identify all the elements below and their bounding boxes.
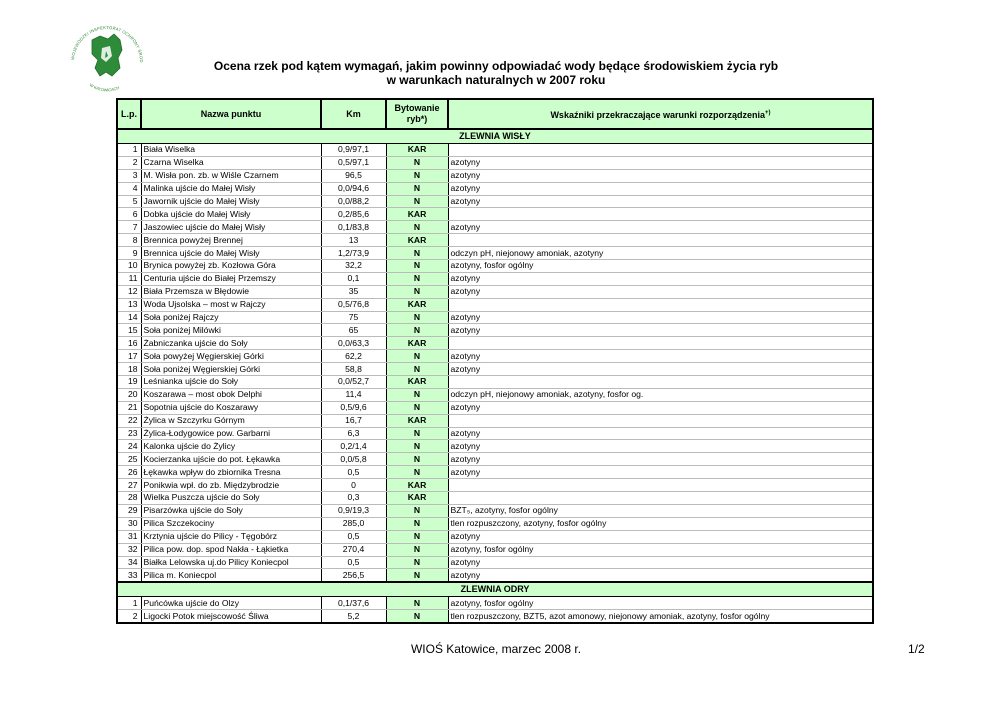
zone-header-row bbox=[117, 129, 873, 144]
table-row bbox=[117, 272, 873, 285]
table-row bbox=[117, 401, 873, 414]
cell-name: Białka Lelowska uj.do Pilicy Koniecpol bbox=[141, 556, 321, 569]
cell-name: Żabniczanka ujście do Soły bbox=[141, 337, 321, 350]
cell-km: 0,1/83,8 bbox=[321, 221, 386, 234]
cell-wskazniki: azotyny bbox=[448, 195, 873, 208]
table-row bbox=[117, 440, 873, 453]
cell-name: Woda Ujsolska – most w Rajczy bbox=[141, 298, 321, 311]
cell-wskazniki bbox=[448, 376, 873, 389]
table-row bbox=[117, 182, 873, 195]
cell-bytowanie: N bbox=[386, 388, 448, 401]
cell-lp: 31 bbox=[117, 530, 141, 543]
table-row bbox=[117, 247, 873, 260]
cell-wskazniki: azotyny bbox=[448, 530, 873, 543]
page-number: 1/2 bbox=[908, 642, 925, 656]
cell-bytowanie: N bbox=[386, 350, 448, 363]
table-row bbox=[117, 324, 873, 337]
cell-km: 0,0/94,6 bbox=[321, 182, 386, 195]
cell-wskazniki: azotyny bbox=[448, 285, 873, 298]
cell-km: 0,2/1,4 bbox=[321, 440, 386, 453]
cell-wskazniki: tlen rozpuszczony, azotyny, fosfor ogólny bbox=[448, 517, 873, 530]
cell-km: 11,4 bbox=[321, 388, 386, 401]
cell-name: Centuria ujście do Białej Przemszy bbox=[141, 272, 321, 285]
report-title-line-1: Ocena rzek pod kątem wymagań, jakim powinny odpowiadać wody będące środowiskiem życia ryb bbox=[213, 59, 779, 73]
cell-bytowanie: N bbox=[386, 597, 448, 610]
cell-lp: 10 bbox=[117, 260, 141, 273]
header-bytowanie-line1: Bytowanie bbox=[394, 103, 440, 113]
cell-lp: 29 bbox=[117, 504, 141, 517]
cell-bytowanie: N bbox=[386, 440, 448, 453]
table-row bbox=[117, 453, 873, 466]
cell-bytowanie: N bbox=[386, 324, 448, 337]
cell-bytowanie: N bbox=[386, 169, 448, 182]
table-header-row bbox=[117, 99, 873, 129]
cell-bytowanie: KAR bbox=[386, 298, 448, 311]
cell-name: Pilica Szczekociny bbox=[141, 517, 321, 530]
cell-km: 0,9/19,3 bbox=[321, 504, 386, 517]
cell-bytowanie: KAR bbox=[386, 479, 448, 492]
cell-bytowanie: N bbox=[386, 221, 448, 234]
cell-name: Jawornik ujście do Małej Wisły bbox=[141, 195, 321, 208]
header-wskazniki-sup: +) bbox=[765, 109, 771, 116]
cell-wskazniki: azotyny bbox=[448, 363, 873, 376]
cell-lp: 1 bbox=[117, 144, 141, 157]
cell-wskazniki: azotyny bbox=[448, 311, 873, 324]
cell-wskazniki: azotyny, fosfor ogólny bbox=[448, 260, 873, 273]
cell-lp: 17 bbox=[117, 350, 141, 363]
cell-bytowanie: N bbox=[386, 363, 448, 376]
cell-km: 1,2/73,9 bbox=[321, 247, 386, 260]
cell-lp: 34 bbox=[117, 556, 141, 569]
cell-wskazniki: azotyny bbox=[448, 401, 873, 414]
cell-km: 0,5 bbox=[321, 530, 386, 543]
cell-wskazniki: azotyny bbox=[448, 466, 873, 479]
cell-wskazniki: azotyny bbox=[448, 156, 873, 169]
cell-km: 256,5 bbox=[321, 569, 386, 582]
cell-wskazniki bbox=[448, 414, 873, 427]
table-row bbox=[117, 350, 873, 363]
table-row bbox=[117, 221, 873, 234]
cell-km: 96,5 bbox=[321, 169, 386, 182]
cell-name: Czarna Wiselka bbox=[141, 156, 321, 169]
cell-km: 0 bbox=[321, 479, 386, 492]
cell-lp: 3 bbox=[117, 169, 141, 182]
cell-km: 35 bbox=[321, 285, 386, 298]
cell-km: 0,5/97,1 bbox=[321, 156, 386, 169]
cell-lp: 30 bbox=[117, 517, 141, 530]
cell-name: Soła poniżej Milówki bbox=[141, 324, 321, 337]
cell-lp: 12 bbox=[117, 285, 141, 298]
cell-km: 270,4 bbox=[321, 543, 386, 556]
cell-name: Wielka Puszcza ujście do Soły bbox=[141, 492, 321, 505]
table-row bbox=[117, 504, 873, 517]
report-title-line-2: w warunkach naturalnych w 2007 roku bbox=[386, 73, 606, 87]
table-row bbox=[117, 610, 873, 623]
cell-lp: 33 bbox=[117, 569, 141, 582]
cell-bytowanie: KAR bbox=[386, 337, 448, 350]
cell-bytowanie: N bbox=[386, 156, 448, 169]
cell-lp: 5 bbox=[117, 195, 141, 208]
cell-wskazniki: azotyny bbox=[448, 169, 873, 182]
cell-name: Łękawka wpływ do zbiornika Tresna bbox=[141, 466, 321, 479]
cell-lp: 18 bbox=[117, 363, 141, 376]
cell-bytowanie: N bbox=[386, 610, 448, 623]
cell-name: Pisarzówka ujście do Soły bbox=[141, 504, 321, 517]
table-row bbox=[117, 144, 873, 157]
cell-lp: 8 bbox=[117, 234, 141, 247]
river-assessment-table bbox=[116, 98, 874, 624]
cell-lp: 24 bbox=[117, 440, 141, 453]
cell-bytowanie: KAR bbox=[386, 208, 448, 221]
cell-bytowanie: N bbox=[386, 504, 448, 517]
cell-name: Żylica-Łodygowice pow. Garbarni bbox=[141, 427, 321, 440]
cell-name: Brynica powyżej zb. Kozłowa Góra bbox=[141, 260, 321, 273]
cell-km: 32,2 bbox=[321, 260, 386, 273]
cell-km: 13 bbox=[321, 234, 386, 247]
cell-wskazniki bbox=[448, 479, 873, 492]
table-row bbox=[117, 195, 873, 208]
cell-lp: 19 bbox=[117, 376, 141, 389]
cell-name: Malinka ujście do Małej Wisły bbox=[141, 182, 321, 195]
cell-name: Kalonka ujście do Żylicy bbox=[141, 440, 321, 453]
cell-bytowanie: N bbox=[386, 517, 448, 530]
cell-lp: 27 bbox=[117, 479, 141, 492]
cell-km: 0,1 bbox=[321, 272, 386, 285]
cell-lp: 26 bbox=[117, 466, 141, 479]
cell-wskazniki bbox=[448, 144, 873, 157]
cell-bytowanie: N bbox=[386, 401, 448, 414]
cell-bytowanie: KAR bbox=[386, 376, 448, 389]
table-row bbox=[117, 466, 873, 479]
cell-lp: 25 bbox=[117, 453, 141, 466]
cell-name: Brennica powyżej Brennej bbox=[141, 234, 321, 247]
table-row bbox=[117, 543, 873, 556]
cell-bytowanie: N bbox=[386, 285, 448, 298]
cell-name: Żylica w Szczyrku Górnym bbox=[141, 414, 321, 427]
zone-title: ZLEWNIA WISŁY bbox=[117, 129, 873, 144]
cell-wskazniki bbox=[448, 234, 873, 247]
cell-wskazniki: azotyny bbox=[448, 350, 873, 363]
header-name: Nazwa punktu bbox=[141, 99, 321, 129]
table-row bbox=[117, 311, 873, 324]
table-row bbox=[117, 414, 873, 427]
table-row bbox=[117, 530, 873, 543]
table-row bbox=[117, 234, 873, 247]
cell-lp: 9 bbox=[117, 247, 141, 260]
cell-bytowanie: N bbox=[386, 182, 448, 195]
table-row bbox=[117, 337, 873, 350]
cell-wskazniki bbox=[448, 492, 873, 505]
cell-wskazniki: tlen rozpuszczony, BZT5, azot amonowy, niejonowy amoniak, azotyny, fosfor ogólny bbox=[448, 610, 873, 623]
cell-wskazniki: azotyny bbox=[448, 272, 873, 285]
table-row bbox=[117, 376, 873, 389]
cell-bytowanie: KAR bbox=[386, 144, 448, 157]
cell-km: 0,5/9,6 bbox=[321, 401, 386, 414]
cell-km: 0,0/88,2 bbox=[321, 195, 386, 208]
cell-name: Pilica pow. dop. spod Nakła - Łąkietka bbox=[141, 543, 321, 556]
header-bytowanie bbox=[386, 99, 448, 129]
header-wskazniki bbox=[448, 99, 873, 129]
table-row bbox=[117, 156, 873, 169]
header-lp: L.p. bbox=[117, 99, 141, 129]
cell-lp: 16 bbox=[117, 337, 141, 350]
cell-lp: 14 bbox=[117, 311, 141, 324]
cell-bytowanie: N bbox=[386, 427, 448, 440]
cell-wskazniki bbox=[448, 298, 873, 311]
cell-name: M. Wisła pon. zb. w Wiśle Czarnem bbox=[141, 169, 321, 182]
cell-lp: 23 bbox=[117, 427, 141, 440]
cell-wskazniki: azotyny bbox=[448, 221, 873, 234]
cell-km: 0,0/52,7 bbox=[321, 376, 386, 389]
cell-lp: 15 bbox=[117, 324, 141, 337]
cell-lp: 1 bbox=[117, 597, 141, 610]
table-row bbox=[117, 298, 873, 311]
cell-wskazniki: BZT₅, azotyny, fosfor ogólny bbox=[448, 504, 873, 517]
cell-bytowanie: N bbox=[386, 260, 448, 273]
table-row bbox=[117, 208, 873, 221]
table-row bbox=[117, 556, 873, 569]
cell-bytowanie: N bbox=[386, 556, 448, 569]
cell-km: 0,3 bbox=[321, 492, 386, 505]
cell-name: Biała Przemsza w Błędowie bbox=[141, 285, 321, 298]
table-row bbox=[117, 427, 873, 440]
cell-lp: 28 bbox=[117, 492, 141, 505]
zone-title: ZLEWNIA ODRY bbox=[117, 582, 873, 597]
cell-lp: 2 bbox=[117, 610, 141, 623]
cell-km: 58,8 bbox=[321, 363, 386, 376]
cell-wskazniki: azotyny bbox=[448, 324, 873, 337]
cell-km: 0,5 bbox=[321, 466, 386, 479]
cell-lp: 7 bbox=[117, 221, 141, 234]
cell-wskazniki: azotyny bbox=[448, 569, 873, 582]
cell-name: Koszarawa – most obok Delphi bbox=[141, 388, 321, 401]
cell-wskazniki: azotyny bbox=[448, 453, 873, 466]
cell-wskazniki: azotyny bbox=[448, 556, 873, 569]
svg-text:WOJEWÓDZKI INSPEKTORAT OCHRONY: WOJEWÓDZKI INSPEKTORAT OCHRONY ŚROD bbox=[70, 24, 145, 63]
cell-km: 0,1/37,6 bbox=[321, 597, 386, 610]
cell-lp: 4 bbox=[117, 182, 141, 195]
cell-km: 0,5 bbox=[321, 556, 386, 569]
cell-wskazniki: azotyny bbox=[448, 182, 873, 195]
cell-lp: 22 bbox=[117, 414, 141, 427]
table-row bbox=[117, 169, 873, 182]
cell-lp: 13 bbox=[117, 298, 141, 311]
table-body bbox=[117, 129, 873, 623]
cell-wskazniki: azotyny bbox=[448, 427, 873, 440]
cell-km: 0,2/85,6 bbox=[321, 208, 386, 221]
footer-text: WIOŚ Katowice, marzec 2008 r. bbox=[410, 642, 582, 656]
cell-km: 0,0/63,3 bbox=[321, 337, 386, 350]
cell-lp: 20 bbox=[117, 388, 141, 401]
cell-km: 6,3 bbox=[321, 427, 386, 440]
cell-name: Pilica m. Koniecpol bbox=[141, 569, 321, 582]
cell-name: Kocierzanka ujście do pot. Łękawka bbox=[141, 453, 321, 466]
cell-km: 65 bbox=[321, 324, 386, 337]
cell-name: Puńcówka ujście do Olzy bbox=[141, 597, 321, 610]
cell-name: Soła poniżej Rajczy bbox=[141, 311, 321, 324]
cell-km: 0,9/97,1 bbox=[321, 144, 386, 157]
svg-text:W KATOWICACH: W KATOWICACH bbox=[88, 82, 120, 93]
table-row bbox=[117, 597, 873, 610]
table-row bbox=[117, 363, 873, 376]
cell-name: Soła poniżej Węgierskiej Górki bbox=[141, 363, 321, 376]
cell-name: Jaszowiec ujście do Małej Wisły bbox=[141, 221, 321, 234]
header-bytowanie-line2: ryb*) bbox=[406, 114, 428, 124]
cell-name: Sopotnia ujście do Koszarawy bbox=[141, 401, 321, 414]
table-row bbox=[117, 517, 873, 530]
cell-wskazniki: odczyn pH, niejonowy amoniak, azotyny bbox=[448, 247, 873, 260]
cell-km: 285,0 bbox=[321, 517, 386, 530]
table-row bbox=[117, 492, 873, 505]
cell-name: Dobka ujście do Małej Wisły bbox=[141, 208, 321, 221]
cell-lp: 11 bbox=[117, 272, 141, 285]
cell-km: 16,7 bbox=[321, 414, 386, 427]
cell-lp: 6 bbox=[117, 208, 141, 221]
cell-bytowanie: N bbox=[386, 247, 448, 260]
cell-name: Brennica ujście do Małej Wisły bbox=[141, 247, 321, 260]
cell-wskazniki bbox=[448, 208, 873, 221]
cell-km: 5,2 bbox=[321, 610, 386, 623]
table-row bbox=[117, 285, 873, 298]
cell-km: 0,0/5,8 bbox=[321, 453, 386, 466]
cell-name: Biała Wiselka bbox=[141, 144, 321, 157]
cell-wskazniki: azotyny, fosfor ogólny bbox=[448, 597, 873, 610]
cell-km: 62,2 bbox=[321, 350, 386, 363]
cell-bytowanie: N bbox=[386, 195, 448, 208]
cell-bytowanie: N bbox=[386, 530, 448, 543]
cell-km: 75 bbox=[321, 311, 386, 324]
cell-bytowanie: KAR bbox=[386, 414, 448, 427]
cell-lp: 32 bbox=[117, 543, 141, 556]
cell-lp: 2 bbox=[117, 156, 141, 169]
cell-wskazniki: odczyn pH, niejonowy amoniak, azotyny, fosfor og. bbox=[448, 388, 873, 401]
cell-bytowanie: N bbox=[386, 453, 448, 466]
table-row bbox=[117, 479, 873, 492]
table-row bbox=[117, 260, 873, 273]
cell-name: Leśnianka ujście do Soły bbox=[141, 376, 321, 389]
cell-bytowanie: N bbox=[386, 543, 448, 556]
cell-bytowanie: N bbox=[386, 272, 448, 285]
header-wskazniki-text: Wskaźniki przekraczające warunki rozporządzenia bbox=[550, 109, 766, 120]
cell-bytowanie: N bbox=[386, 466, 448, 479]
zone-header-row bbox=[117, 582, 873, 597]
cell-wskazniki: azotyny bbox=[448, 440, 873, 453]
header-km: Km bbox=[321, 99, 386, 129]
cell-name: Ligocki Potok miejscowość Śliwa bbox=[141, 610, 321, 623]
cell-name: Soła powyżej Węgierskiej Górki bbox=[141, 350, 321, 363]
cell-name: Ponikwia wpł. do zb. Międzybrodzie bbox=[141, 479, 321, 492]
cell-bytowanie: KAR bbox=[386, 234, 448, 247]
table-row bbox=[117, 388, 873, 401]
cell-name: Krztynia ujście do Pilicy - Tęgobórz bbox=[141, 530, 321, 543]
cell-lp: 21 bbox=[117, 401, 141, 414]
cell-km: 0,5/76,8 bbox=[321, 298, 386, 311]
cell-wskazniki: azotyny, fosfor ogólny bbox=[448, 543, 873, 556]
cell-bytowanie: N bbox=[386, 569, 448, 582]
table-row bbox=[117, 569, 873, 582]
cell-bytowanie: N bbox=[386, 311, 448, 324]
cell-wskazniki bbox=[448, 337, 873, 350]
cell-bytowanie: KAR bbox=[386, 492, 448, 505]
